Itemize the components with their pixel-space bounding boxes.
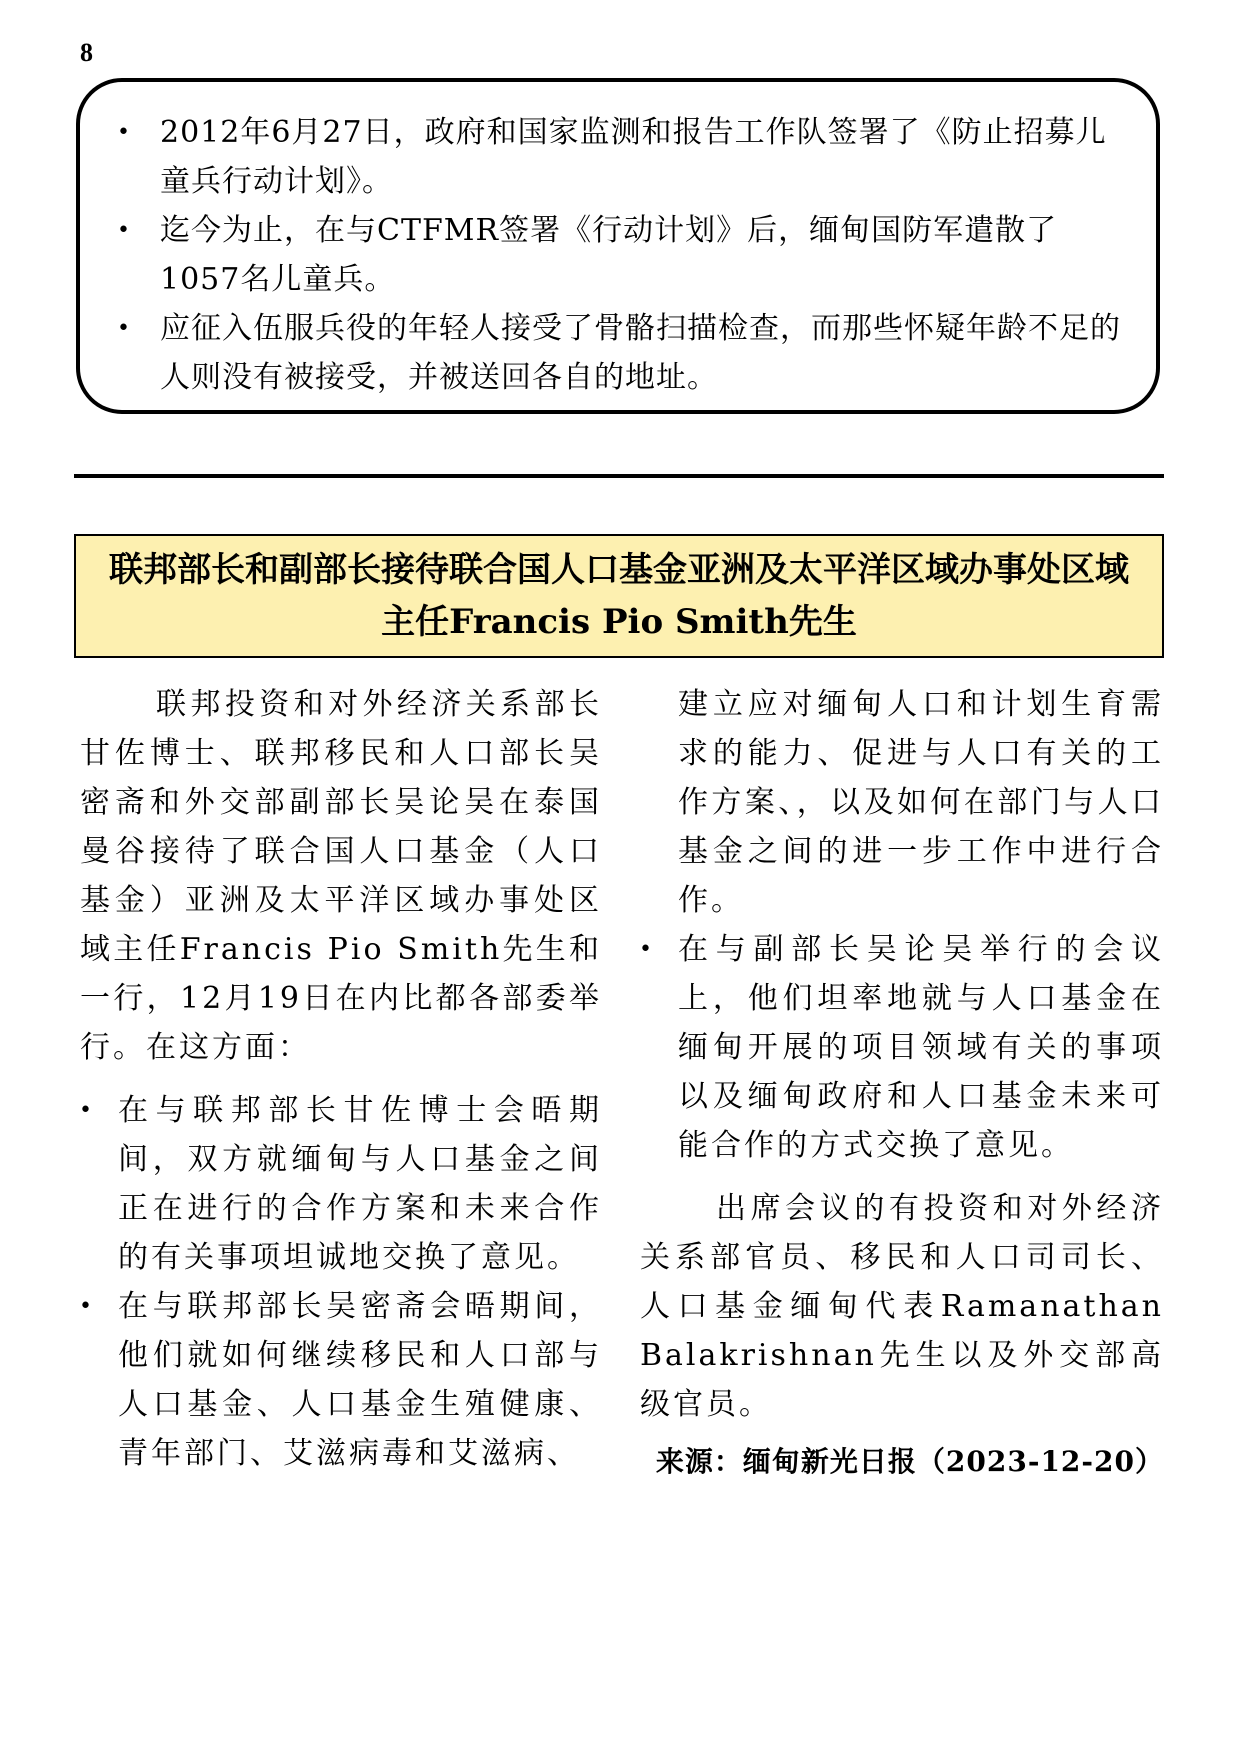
intro-paragraph: 联邦投资和对外经济关系部长甘佐博士、联邦移民和人口部长吴密斋和外交部副部长吴论吴在泰国曼谷接待了联合国人口基金（人口基金）亚洲及太平洋区域办事处区域主任Francis Pio Smith先生和一行，12月19日在内比都各部委举行。在这方面： [80, 687, 602, 1065]
highlight-item [104, 108, 1128, 206]
bullet-icon: • [79, 1098, 95, 1123]
article-column-right [640, 680, 1164, 1486]
article-headline: 联邦部长和副部长接待联合国人口基金亚洲及太平洋区域办事处区域主任Francis Pio Smith先生 [109, 550, 1129, 642]
closing-paragraph: 出席会议的有投资和对外经济关系部官员、移民和人口司司长、人口基金缅甸代表Ramanathan Balakrishnan先生以及外交部高级官员。 [640, 1191, 1164, 1422]
bullet-icon: • [117, 120, 131, 145]
bullet-icon: • [117, 218, 131, 243]
article-column-left [80, 680, 602, 1478]
bullet-list-right [640, 925, 1164, 1170]
section-divider [74, 474, 1164, 478]
highlight-item [104, 304, 1128, 402]
article-headline-box [74, 534, 1164, 658]
highlights-list [104, 108, 1128, 402]
bullet-text: 在与联邦部长吴密斋会晤期间，他们就如何继续移民和人口部与人口基金、人口基金生殖健康、青年部门、艾滋病毒和艾滋病、 [118, 1289, 602, 1471]
bullet-icon: • [79, 1294, 95, 1319]
bullet-icon: • [117, 316, 131, 341]
bullet-text: 在与联邦部长甘佐博士会晤期间，双方就缅甸与人口基金之间正在进行的合作方案和未来合作的有关事项坦诚地交换了意见。 [118, 1093, 602, 1275]
bullet-icon: • [639, 937, 655, 962]
bullet-text: 在与副部长吴论吴举行的会议上，他们坦率地就与人口基金在缅甸开展的项目领域有关的事项以及缅甸政府和人口基金未来可能合作的方式交换了意见。 [678, 932, 1164, 1163]
bullet-item [80, 1282, 602, 1478]
bullet-item [80, 1086, 602, 1282]
page-number: 8 [80, 38, 93, 67]
highlight-text: 2012年6月27日，政府和国家监测和报告工作队签署了《防止招募儿童兵行动计划》。 [160, 115, 1107, 199]
highlight-item [104, 206, 1128, 304]
highlight-text: 应征入伍服兵役的年轻人接受了骨骼扫描检查，而那些怀疑年龄不足的人则没有被接受，并被送回各自的地址。 [160, 311, 1121, 395]
bullet-item [640, 925, 1164, 1170]
highlights-box [76, 78, 1160, 414]
highlight-text: 迄今为止，在与CTFMR签署《行动计划》后，缅甸国防军遣散了1057名儿童兵。 [160, 213, 1058, 297]
bullet-list-left [80, 1086, 602, 1478]
continuation-paragraph: 建立应对缅甸人口和计划生育需求的能力、促进与人口有关的工作方案、，以及如何在部门与人口基金之间的进一步工作中进行合作。 [678, 687, 1164, 918]
source-credit: 来源：缅甸新光日报（2023-12-20） [655, 1445, 1164, 1478]
